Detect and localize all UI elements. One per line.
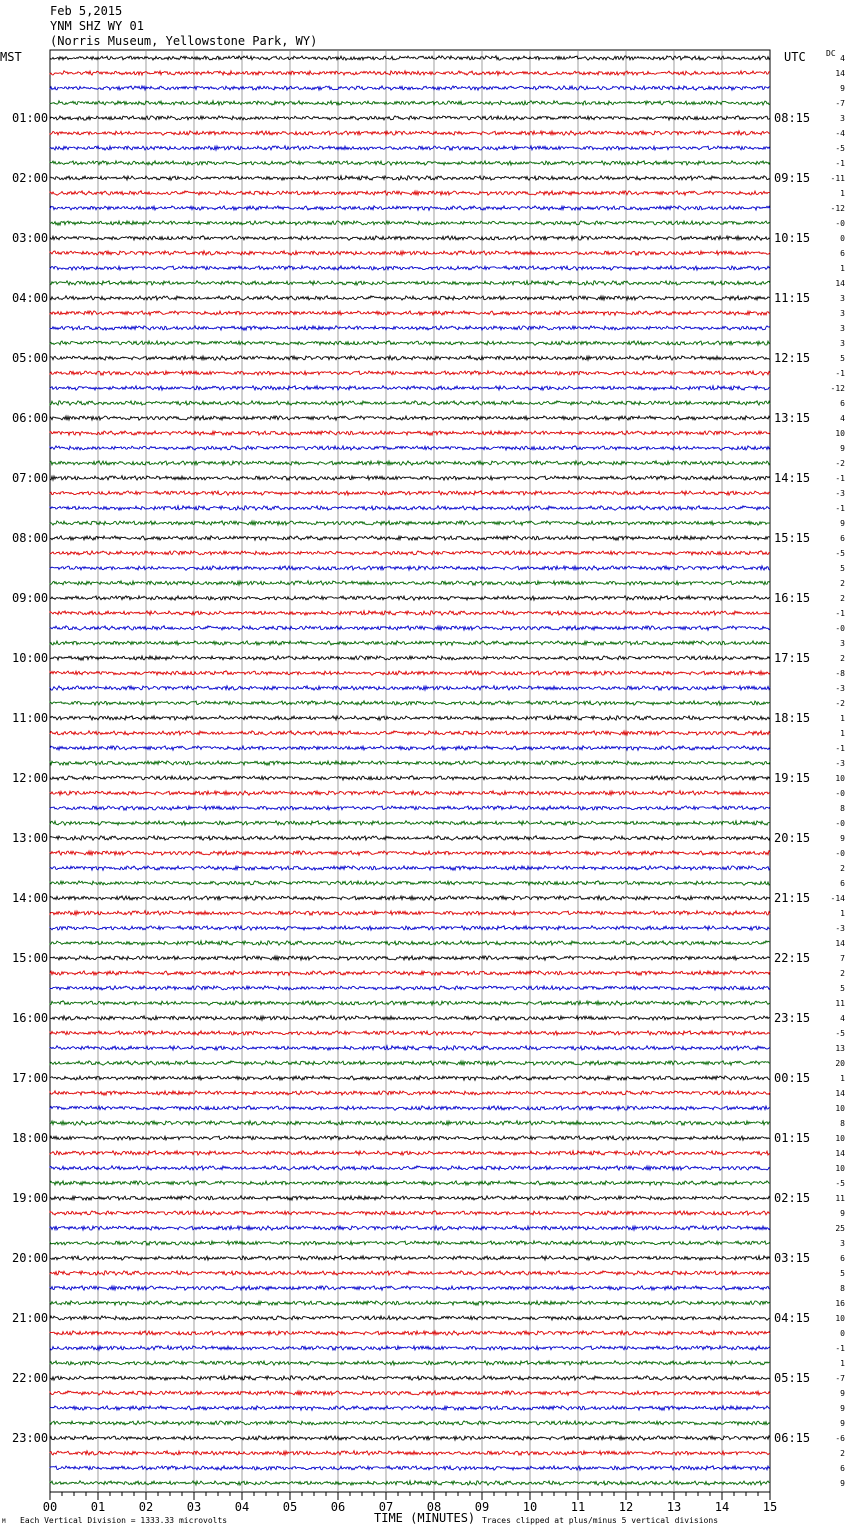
- dc-offset-label: 3: [840, 639, 845, 648]
- seismic-trace: [50, 1226, 770, 1230]
- plot-date: Feb 5,2015: [50, 4, 123, 18]
- seismic-trace: [50, 1286, 770, 1290]
- utc-hour-label: 12:15: [774, 351, 811, 365]
- dc-offset-label: 6: [840, 249, 845, 258]
- utc-hour-label: 14:15: [774, 471, 811, 485]
- dc-offset-label: -1: [835, 504, 845, 513]
- seismic-trace: [50, 866, 770, 871]
- x-tick-label: 03: [186, 1500, 202, 1514]
- seismic-trace: [50, 1121, 770, 1125]
- seismic-trace: [50, 536, 770, 541]
- seismic-trace: [50, 1241, 770, 1245]
- seismic-trace: [50, 356, 770, 360]
- seismic-trace: [50, 851, 770, 855]
- dc-offset-label: -6: [835, 1434, 845, 1443]
- seismic-trace: [50, 1361, 770, 1365]
- seismic-trace: [50, 1211, 770, 1215]
- dc-offset-label: -14: [830, 894, 845, 903]
- seismic-trace: [50, 266, 770, 270]
- seismic-trace: [50, 1346, 770, 1350]
- dc-header-label: DC: [826, 49, 836, 58]
- dc-offset-label: 3: [840, 294, 845, 303]
- dc-offset-label: 25: [835, 1224, 845, 1233]
- seismic-trace: [50, 956, 770, 960]
- utc-hour-label: 04:15: [774, 1311, 811, 1325]
- dc-offset-label: 11: [835, 999, 845, 1008]
- seismic-trace: [50, 1016, 770, 1020]
- seismic-trace: [50, 896, 770, 900]
- dc-offset-label: 10: [835, 1164, 845, 1173]
- station-location: (Norris Museum, Yellowstone Park, WY): [50, 34, 318, 48]
- x-tick-label: 15: [762, 1500, 778, 1514]
- x-tick-label: 11: [570, 1500, 586, 1514]
- dc-offset-label: 14: [835, 69, 845, 78]
- seismic-trace: [50, 71, 770, 75]
- utc-hour-label: 09:15: [774, 171, 811, 185]
- mst-hour-label: 11:00: [12, 711, 49, 725]
- x-tick-label: 13: [666, 1500, 682, 1514]
- utc-hour-label: 00:15: [774, 1071, 811, 1085]
- dc-offset-label: -3: [835, 759, 845, 768]
- mst-hour-label: 15:00: [12, 951, 49, 965]
- dc-offset-label: -1: [835, 609, 845, 618]
- mst-hour-label: 06:00: [12, 411, 49, 425]
- dc-offset-label: -3: [835, 924, 845, 933]
- dc-offset-label: 2: [840, 594, 845, 603]
- station-code: YNM SHZ WY 01: [50, 19, 144, 33]
- seismic-trace: [50, 446, 770, 450]
- seismic-trace: [50, 236, 770, 240]
- seismic-trace: [50, 626, 770, 630]
- utc-hour-label: 15:15: [774, 531, 811, 545]
- dc-offset-label: -7: [835, 99, 845, 108]
- dc-offset-label: 3: [840, 324, 845, 333]
- dc-offset-label: 6: [840, 1254, 845, 1263]
- seismic-trace: [50, 986, 770, 990]
- utc-hour-label: 11:15: [774, 291, 811, 305]
- dc-offset-label: -0: [835, 219, 845, 228]
- seismic-trace: [50, 191, 770, 195]
- dc-offset-label: 11: [835, 1194, 845, 1203]
- seismic-trace: [50, 1136, 770, 1140]
- dc-offset-label: 10: [835, 1134, 845, 1143]
- dc-offset-label: 3: [840, 114, 845, 123]
- seismic-trace: [50, 641, 770, 645]
- x-tick-label: 08: [426, 1500, 442, 1514]
- dc-offset-label: 0: [840, 234, 845, 243]
- x-tick-label: 14: [714, 1500, 730, 1514]
- dc-offset-label: 13: [835, 1044, 845, 1053]
- seismic-trace: [50, 731, 770, 735]
- corner-mark: M: [2, 1518, 6, 1525]
- seismic-trace: [50, 686, 770, 690]
- dc-offset-label: -3: [835, 684, 845, 693]
- seismic-trace: [50, 1376, 770, 1381]
- seismic-trace: [50, 1436, 770, 1440]
- mst-hour-label: 21:00: [12, 1311, 49, 1325]
- dc-offset-label: -5: [835, 144, 845, 153]
- mst-hour-label: 17:00: [12, 1071, 49, 1085]
- mst-hour-label: 08:00: [12, 531, 49, 545]
- dc-offset-label: 14: [835, 279, 845, 288]
- dc-offset-label: 3: [840, 1239, 845, 1248]
- seismic-trace: [50, 746, 770, 750]
- seismic-trace: [50, 1091, 770, 1095]
- mst-hour-label: 09:00: [12, 591, 49, 605]
- mst-hour-label: 16:00: [12, 1011, 49, 1025]
- x-tick-label: 06: [330, 1500, 346, 1514]
- seismic-trace: [50, 1061, 770, 1065]
- dc-offset-label: 8: [840, 804, 845, 813]
- seismic-trace: [50, 56, 770, 60]
- dc-offset-label: -4: [835, 129, 845, 138]
- dc-offset-label: 10: [835, 429, 845, 438]
- seismic-trace: [50, 926, 770, 930]
- dc-offset-label: 20: [835, 1059, 845, 1068]
- dc-offset-label: -5: [835, 549, 845, 558]
- dc-offset-label: 14: [835, 1089, 845, 1098]
- seismic-trace: [50, 791, 770, 795]
- dc-offset-label: 1: [840, 909, 845, 918]
- dc-offset-label: 8: [840, 1284, 845, 1293]
- dc-offset-label: 2: [840, 654, 845, 663]
- dc-offset-label: 4: [840, 1014, 845, 1023]
- seismic-trace: [50, 1001, 770, 1005]
- x-tick-label: 05: [282, 1500, 298, 1514]
- x-tick-label: 09: [474, 1500, 490, 1514]
- dc-offset-label: 5: [840, 564, 845, 573]
- seismic-trace: [50, 1256, 770, 1260]
- dc-offset-label: -11: [830, 174, 845, 183]
- dc-offset-labels: [831, 54, 846, 1488]
- dc-offset-label: 14: [835, 939, 845, 948]
- seismic-trace: [50, 1406, 770, 1411]
- mst-hour-label: 10:00: [12, 651, 49, 665]
- seismic-trace: [50, 131, 770, 135]
- seismic-trace: [50, 251, 770, 255]
- seismic-trace: [50, 776, 770, 780]
- x-axis-title: TIME (MINUTES): [374, 1511, 476, 1525]
- dc-offset-label: 1: [840, 1359, 845, 1368]
- seismic-trace: [50, 1481, 770, 1485]
- seismic-trace: [50, 716, 770, 720]
- seismic-trace: [50, 1181, 770, 1185]
- dc-offset-label: 4: [840, 54, 845, 63]
- dc-offset-label: -7: [835, 1374, 845, 1383]
- seismic-trace: [50, 581, 770, 585]
- x-tick-label: 00: [42, 1500, 58, 1514]
- dc-offset-label: 9: [840, 1404, 845, 1413]
- seismic-trace: [50, 116, 770, 120]
- mst-hour-labels: [12, 111, 48, 1445]
- utc-hour-label: 19:15: [774, 771, 811, 785]
- dc-offset-label: 14: [835, 1149, 845, 1158]
- left-timezone-label: MST: [0, 50, 22, 64]
- dc-offset-label: -8: [835, 669, 845, 678]
- seismic-traces: [50, 56, 770, 1485]
- seismic-trace: [50, 1451, 770, 1455]
- seismic-trace: [50, 701, 770, 705]
- seismic-trace: [50, 176, 770, 180]
- seismic-trace: [50, 341, 770, 345]
- seismic-trace: [50, 596, 770, 600]
- dc-offset-label: 1: [840, 714, 845, 723]
- dc-offset-label: -1: [835, 474, 845, 483]
- dc-offset-label: 8: [840, 1119, 845, 1128]
- mst-hour-label: 07:00: [12, 471, 49, 485]
- dc-offset-label: 2: [840, 969, 845, 978]
- mst-hour-label: 23:00: [12, 1431, 49, 1445]
- dc-offset-label: -5: [835, 1029, 845, 1038]
- dc-offset-label: 9: [840, 1479, 845, 1488]
- seismic-trace: [50, 476, 770, 480]
- dc-offset-label: 3: [840, 339, 845, 348]
- dc-offset-label: 1: [840, 189, 845, 198]
- seismic-trace: [50, 386, 770, 390]
- footer-clip-note: Traces clipped at plus/minus 5 vertical divisions: [482, 1516, 719, 1525]
- seismic-trace: [50, 1466, 770, 1470]
- dc-offset-label: 9: [840, 1209, 845, 1218]
- utc-hour-label: 18:15: [774, 711, 811, 725]
- dc-offset-label: 1: [840, 264, 845, 273]
- seismic-trace: [50, 971, 770, 976]
- dc-offset-label: -1: [835, 1344, 845, 1353]
- seismic-trace: [50, 1391, 770, 1395]
- mst-hour-label: 01:00: [12, 111, 49, 125]
- x-tick-label: 04: [234, 1500, 250, 1514]
- seismic-trace: [50, 521, 770, 525]
- right-timezone-label: UTC: [784, 50, 806, 64]
- seismic-trace: [50, 1151, 770, 1155]
- seismic-trace: [50, 566, 770, 570]
- seismic-trace: [50, 101, 770, 105]
- utc-hour-label: 23:15: [774, 1011, 811, 1025]
- seismic-trace: [50, 296, 770, 300]
- dc-offset-label: 6: [840, 399, 845, 408]
- mst-hour-label: 13:00: [12, 831, 49, 845]
- dc-offset-label: -0: [835, 624, 845, 633]
- dc-offset-label: 9: [840, 1389, 845, 1398]
- mst-hour-label: 20:00: [12, 1251, 49, 1265]
- dc-offset-label: -2: [835, 699, 845, 708]
- dc-offset-label: -5: [835, 1179, 845, 1188]
- utc-hour-label: 16:15: [774, 591, 811, 605]
- footer-scale-note: Each Vertical Division = 1333.33 microvolts: [20, 1516, 228, 1525]
- utc-hour-label: 02:15: [774, 1191, 811, 1205]
- dc-offset-label: 0: [840, 1329, 845, 1338]
- x-tick-label: 12: [618, 1500, 634, 1514]
- dc-offset-label: 2: [840, 1449, 845, 1458]
- seismic-trace: [50, 1046, 770, 1050]
- utc-hour-label: 21:15: [774, 891, 811, 905]
- seismic-trace: [50, 881, 770, 885]
- x-tick-label: 07: [378, 1500, 394, 1514]
- dc-offset-label: -12: [830, 204, 845, 213]
- seismic-trace: [50, 431, 770, 436]
- dc-offset-label: 9: [840, 84, 845, 93]
- utc-hour-label: 10:15: [774, 231, 811, 245]
- seismic-trace: [50, 1166, 770, 1170]
- seismic-trace: [50, 656, 770, 660]
- x-tick-label: 02: [138, 1500, 154, 1514]
- mst-hour-label: 12:00: [12, 771, 49, 785]
- seismic-trace: [50, 221, 770, 225]
- seismic-trace: [50, 1106, 770, 1110]
- utc-hour-label: 20:15: [774, 831, 811, 845]
- dc-offset-label: 9: [840, 519, 845, 528]
- dc-offset-label: -2: [835, 459, 845, 468]
- seismic-trace: [50, 911, 770, 915]
- dc-offset-label: -1: [835, 159, 845, 168]
- mst-hour-label: 03:00: [12, 231, 49, 245]
- dc-offset-label: -12: [830, 384, 845, 393]
- seismic-trace: [50, 836, 770, 841]
- seismic-trace: [50, 491, 770, 495]
- dc-offset-label: 6: [840, 879, 845, 888]
- seismic-trace: [50, 1076, 770, 1080]
- seismic-trace: [50, 326, 770, 330]
- dc-offset-label: 6: [840, 1464, 845, 1473]
- dc-offset-label: 5: [840, 1269, 845, 1278]
- seismic-trace: [50, 761, 770, 765]
- seismic-trace: [50, 941, 770, 946]
- utc-hour-label: 03:15: [774, 1251, 811, 1265]
- seismic-trace: [50, 1271, 770, 1276]
- mst-hour-label: 04:00: [12, 291, 49, 305]
- dc-offset-label: 7: [840, 954, 845, 963]
- utc-hour-label: 08:15: [774, 111, 811, 125]
- seismic-trace: [50, 1031, 770, 1035]
- dc-offset-label: 4: [840, 414, 845, 423]
- dc-offset-label: 9: [840, 834, 845, 843]
- dc-offset-label: 5: [840, 984, 845, 993]
- seismic-trace: [50, 1331, 770, 1335]
- mst-hour-label: 19:00: [12, 1191, 49, 1205]
- seismic-trace: [50, 551, 770, 555]
- mst-hour-label: 18:00: [12, 1131, 49, 1145]
- seismic-trace: [50, 806, 770, 810]
- dc-offset-label: 16: [835, 1299, 845, 1308]
- dc-offset-label: 10: [835, 1314, 845, 1323]
- dc-offset-label: 1: [840, 729, 845, 738]
- dc-offset-label: -1: [835, 744, 845, 753]
- dc-offset-label: 9: [840, 444, 845, 453]
- utc-hour-labels: [774, 111, 810, 1445]
- seismic-trace: [50, 506, 770, 511]
- seismic-trace: [50, 1196, 770, 1201]
- seismic-trace: [50, 401, 770, 406]
- dc-offset-label: -0: [835, 789, 845, 798]
- dc-offset-label: -0: [835, 819, 845, 828]
- seismic-trace: [50, 371, 770, 375]
- dc-offset-label: 10: [835, 1104, 845, 1113]
- seismic-trace: [50, 1301, 770, 1306]
- seismic-trace: [50, 416, 770, 420]
- seismic-trace: [50, 281, 770, 285]
- seismic-trace: [50, 206, 770, 210]
- seismic-trace: [50, 311, 770, 315]
- utc-hour-label: 05:15: [774, 1371, 811, 1385]
- mst-hour-label: 02:00: [12, 171, 49, 185]
- dc-offset-label: 9: [840, 1419, 845, 1428]
- utc-hour-label: 06:15: [774, 1431, 811, 1445]
- dc-offset-label: 2: [840, 864, 845, 873]
- seismic-trace: [50, 1421, 770, 1425]
- dc-offset-label: 3: [840, 309, 845, 318]
- mst-hour-label: 05:00: [12, 351, 49, 365]
- dc-offset-label: 10: [835, 774, 845, 783]
- utc-hour-label: 13:15: [774, 411, 811, 425]
- seismic-trace: [50, 821, 770, 825]
- x-tick-label: 01: [90, 1500, 106, 1514]
- seismic-trace: [50, 161, 770, 165]
- seismic-trace: [50, 1316, 770, 1320]
- dc-offset-label: 5: [840, 354, 845, 363]
- x-tick-label: 10: [522, 1500, 538, 1514]
- mst-hour-label: 22:00: [12, 1371, 49, 1385]
- dc-offset-label: 1: [840, 1074, 845, 1083]
- utc-hour-label: 01:15: [774, 1131, 811, 1145]
- seismic-trace: [50, 146, 770, 150]
- mst-hour-label: 14:00: [12, 891, 49, 905]
- seismic-trace: [50, 611, 770, 615]
- dc-offset-label: -0: [835, 849, 845, 858]
- seismic-trace: [50, 86, 770, 90]
- dc-offset-label: 2: [840, 579, 845, 588]
- seismic-trace: [50, 461, 770, 465]
- dc-offset-label: -3: [835, 489, 845, 498]
- dc-offset-label: 6: [840, 534, 845, 543]
- utc-hour-label: 17:15: [774, 651, 811, 665]
- utc-hour-label: 22:15: [774, 951, 811, 965]
- seismic-trace: [50, 671, 770, 675]
- dc-offset-label: -1: [835, 369, 845, 378]
